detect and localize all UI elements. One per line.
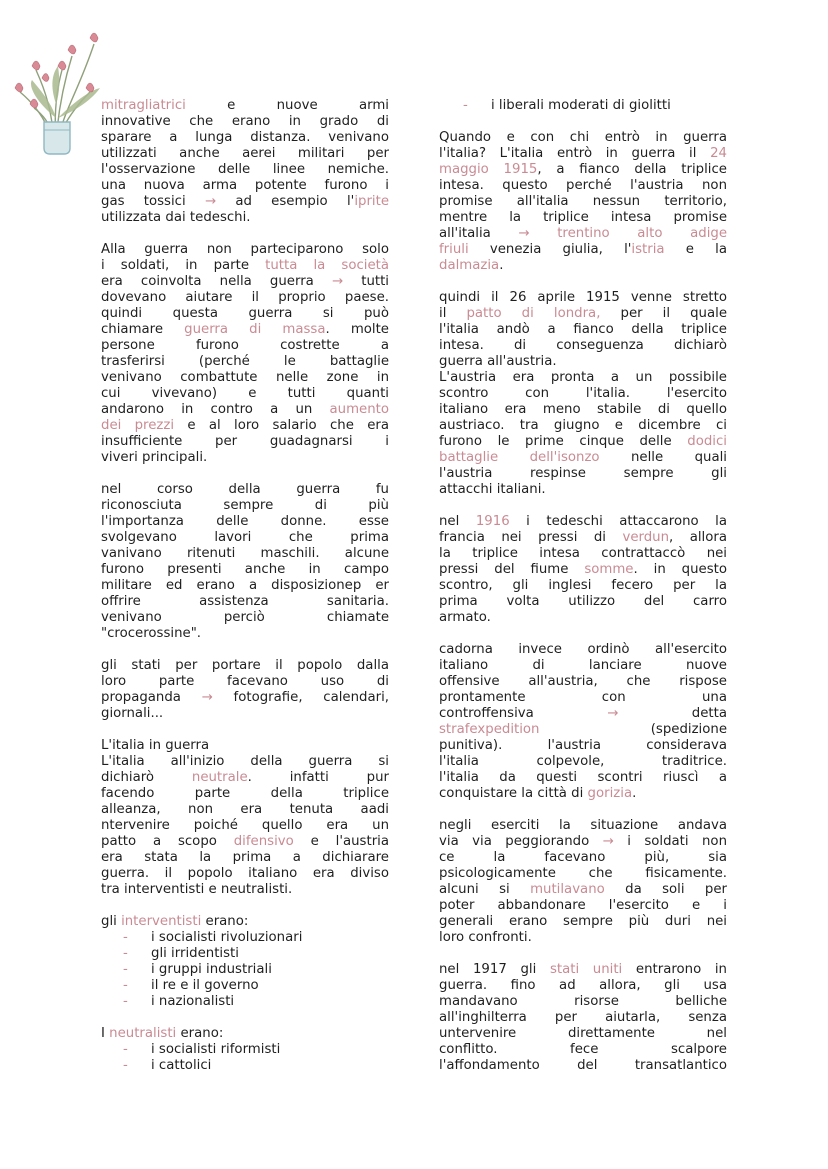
arrow-icon: → <box>602 834 614 849</box>
highlight-term: patto di londra, <box>466 306 601 321</box>
highlight-term: aumento <box>329 402 389 417</box>
highlight-term: somme <box>584 562 634 577</box>
paragraph-cadorna: cadorna invece ordinò all'esercito italiano di lanciare nuove offensive all'austria, che rispose prontamente con una controffensiva → detta strafexpedition (spedizione punitiva). l'austria considerava l'italia colpevole, traditrice. l'italia da questi scontri riuscì a conquistare la città di gorizia. <box>439 642 727 801</box>
highlight-term: mitragliatrici <box>101 98 186 113</box>
highlight-term: dalmazia <box>439 258 500 273</box>
right-column <box>439 98 727 1090</box>
highlight-term: verdun <box>622 530 670 545</box>
highlight-term: stati uniti <box>549 962 623 977</box>
paragraph-london-pact: quindi il 26 aprile 1915 venne stretto il patto di londra, per il quale l'italia andò a fianco della triplice intesa. di conseguenza dichiarò guerra all'austria. L'austria era pronta a un possibile scontro con l'italia. l'esercito italiano era meno stabile di quello austriaco. tra giugno e dicembre ci furono le prime cinque delle dodici battaglie dell'isonzo nelle quali l'austria respinse sempre gli attacchi italiani. <box>439 290 727 497</box>
list-item: - i socialisti rivoluzionari <box>123 930 389 946</box>
list-item: - il re e il governo <box>123 978 389 994</box>
left-column <box>101 98 389 1090</box>
highlight-term: strafexpedition <box>439 722 540 737</box>
paragraph-entry-war: Quando e con chi entrò in guerra l'italia? L'italia entrò in guerra il 24 maggio 1915, a fianco della triplice intesa. questo perché l'austria non promise all'italia nessun territorio, mentre la triplice intesa promise all'italia → trentino alto adige friuli venezia giulia, l'istria e la dalmazia. <box>439 130 727 273</box>
highlight-term: tutta la società <box>265 258 389 273</box>
interventisti-list <box>101 930 389 1010</box>
highlight-term: trentino alto adige <box>529 226 727 241</box>
tulip-vase-icon <box>6 22 110 156</box>
highlight-term: maggio 1915 <box>439 162 538 177</box>
highlight-term: dodici <box>687 434 727 449</box>
paragraph-weapons: mitragliatrici e nuove armi innovative che erano in grado di sparare a lunga distanza. venivano utilizzati anche aerei militari per l'osservazione delle linee nemiche. una nuova arma potente furono i gas tossici → ad esempio l'iprite utilizzata dai tedeschi. <box>101 98 389 225</box>
neutralisti-list <box>101 1042 389 1074</box>
highlight-term: friuli <box>439 242 469 257</box>
highlight-term: difensivo <box>233 834 294 849</box>
highlight-term: gorizia <box>587 786 633 801</box>
neutralisti-list-continued <box>439 98 727 114</box>
list-item: - i gruppi industriali <box>123 962 389 978</box>
list-item: - i nazionalisti <box>123 994 389 1010</box>
highlight-term: guerra di massa <box>184 322 326 337</box>
paragraph-usa: nel 1917 gli stati uniti entrarono in guerra. fino ad allora, gli usa mandavano risorse belliche all'inghilterra per aiutarla, senza untervenire direttamente nel conflitto. fece scalpore l'affondamento del transatlantico <box>439 962 727 1073</box>
arrow-icon: → <box>201 690 213 705</box>
highlight-term: dei prezzi <box>101 418 175 433</box>
paragraph-women: nel corso della guerra fu riconosciuta sempre di più l'importanza delle donne. esse svolgevano lavori che prima vanivano ritenuti maschili. alcune furono presenti anche in campo militare ed erano a disposizionep er offrire assistenza sanitaria. venivano perciò chiamate "crocerossine". <box>101 482 389 641</box>
list-item: - i liberali moderati di giolitti <box>463 98 727 114</box>
interventisti-intro: gli interventisti erano: <box>101 914 249 929</box>
paragraph-society: Alla guerra non parteciparono solo i soldati, in parte tutta la società era coinvolta nella guerra → tutti dovevano aiutare il proprio paese. quindi questa guerra si può chiamare guerra di massa. molte persone furono costrette a trasferirsi (perché le battaglie venivano combattute nelle zone in cui vivevano) e tutti quanti andarono in contro a un aumento dei prezzi e al loro salario che era insufficiente per guadagnarsi i viveri principali. <box>101 242 389 465</box>
highlight-term: mutilavano <box>530 882 605 897</box>
highlight-term: iprite <box>354 194 389 209</box>
list-item: - i socialisti riformisti <box>123 1042 389 1058</box>
list-item: - gli irridentisti <box>123 946 389 962</box>
highlight-term: neutrale <box>191 770 248 785</box>
arrow-icon: → <box>331 274 344 289</box>
paragraph-1916: nel 1916 i tedeschi attaccarono la francia nei pressi di verdun, allora la triplice intesa contrattaccò nei pressi del fiume somme. in questo scontro, gli inglesi fecero per la prima volta utilizzo del carro armato. <box>439 514 727 625</box>
arrow-icon: → <box>607 706 619 721</box>
paragraph-propaganda: gli stati per portare il popolo dalla loro parte facevano uso di propaganda → fotografie, calendari, giornali... <box>101 658 389 721</box>
highlight-term: neutralisti <box>109 1026 177 1041</box>
section-heading: L'italia in guerra <box>101 738 210 753</box>
highlight-term: interventisti <box>121 914 202 929</box>
list-item: - i cattolici <box>123 1058 389 1074</box>
highlight-term: istria <box>631 242 665 257</box>
highlight-term: 1916 <box>475 514 510 529</box>
paragraph-armies: negli eserciti la situazione andava via via peggiorando → i soldati non ce la facevano più, sia psicologicamente che fisicamente. alcuni si mutilavano da soli per poter abbandonare l'esercito e i generali erano sempre più duri nei loro confronti. <box>439 818 727 945</box>
highlight-term: battaglie dell'isonzo <box>439 450 600 465</box>
arrow-icon: → <box>204 194 217 209</box>
neutralisti-intro: I neutralisti erano: <box>101 1026 224 1041</box>
highlight-term: 24 <box>710 146 727 161</box>
arrow-icon: → <box>518 226 530 241</box>
paragraph-italy-war: L'italia in guerra L'italia all'inizio della guerra si dichiarò neutrale. infatti pur facendo parte della triplice alleanza, non era tenuta aadi ntervenire poiché quello era un patto a scopo difensivo e l'austria era stata la prima a dichiarare guerra. il popolo italiano era diviso tra interventisti e neutralisti. <box>101 738 389 897</box>
